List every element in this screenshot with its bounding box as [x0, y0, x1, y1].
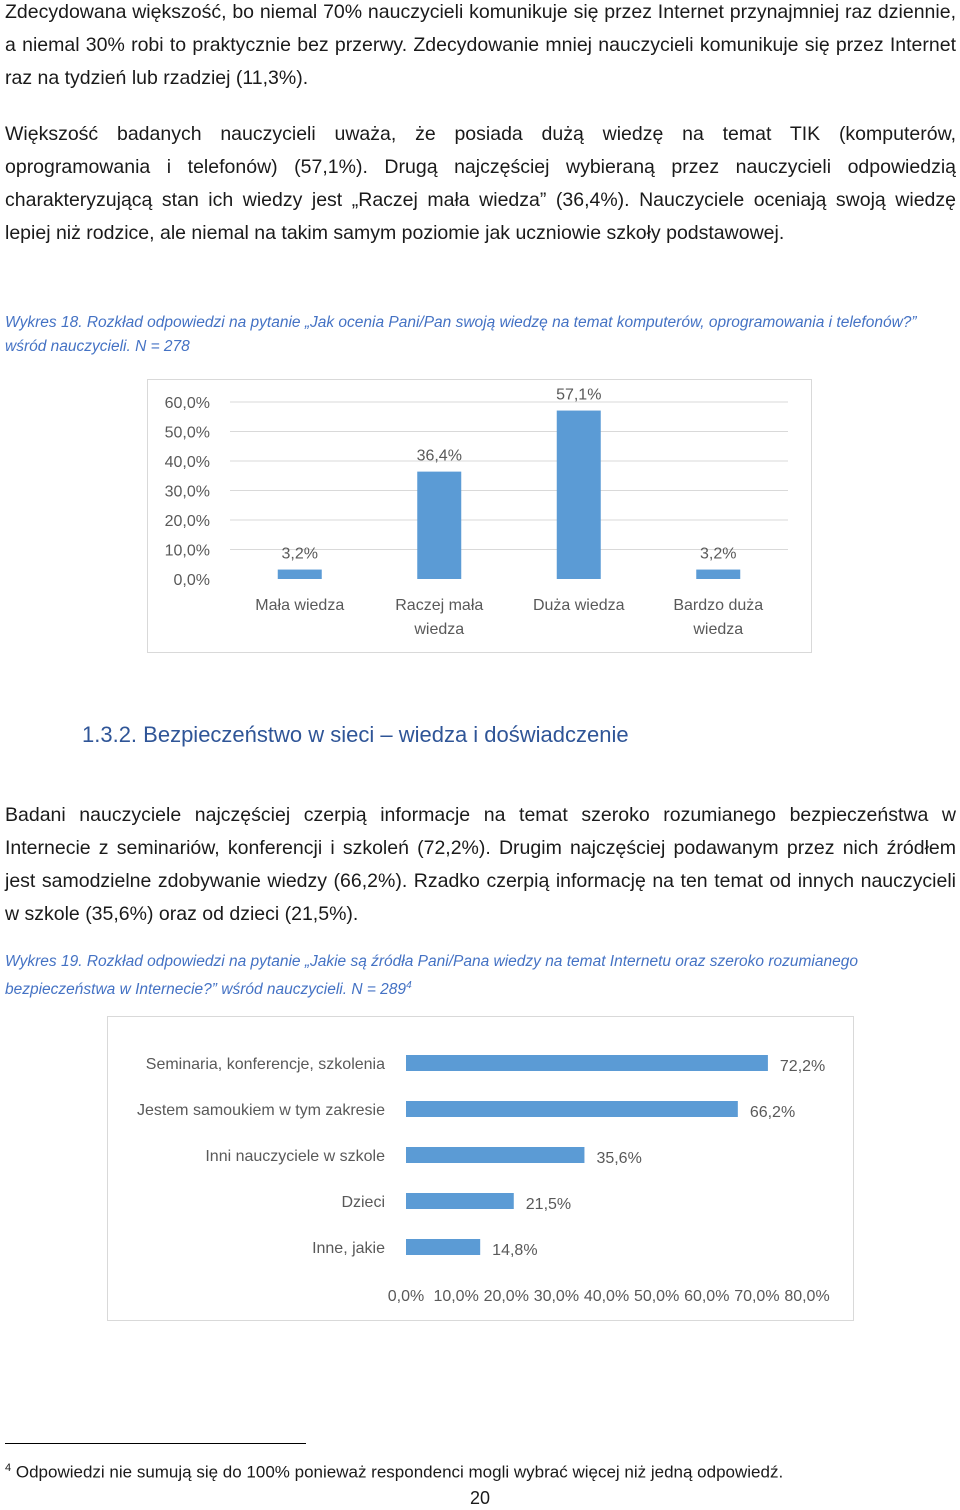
bar — [417, 472, 461, 579]
category-label: Inni nauczyciele w szkole — [205, 1148, 385, 1165]
bar — [406, 1239, 480, 1255]
footnote-marker: 4 — [5, 1462, 12, 1474]
category-label: Inne, jakie — [312, 1240, 385, 1257]
x-tick-label: 70,0% — [734, 1288, 780, 1305]
data-label: 72,2% — [779, 1058, 826, 1075]
footnote-text: Odpowiedzi nie sumują się do 100% ponieważ respondenci mogli wybrać więcej niż jedną odpowiedź. — [15, 1462, 784, 1482]
category-label: Bardzo duża — [673, 597, 764, 614]
x-tick-label: 50,0% — [633, 1288, 680, 1305]
data-label: 3,2% — [700, 545, 737, 563]
x-tick-label: 20,0% — [483, 1288, 529, 1305]
bar — [406, 1055, 768, 1071]
x-tick-label: 10,0% — [433, 1288, 479, 1305]
chart18-caption: Wykres 18. Rozkład odpowiedzi na pytanie „Jak ocenia Pani/Pan swoją wiedzę na temat komputerów, oprogramowania i telefonów?” wśród nauczycieli. N = 278 — [5, 314, 917, 355]
chart19-container — [107, 1016, 854, 1321]
y-tick-label: 30,0% — [164, 483, 210, 501]
chart19-caption — [5, 950, 956, 1002]
category-label: Raczej mała — [395, 597, 484, 614]
category-label: Dzieci — [341, 1194, 385, 1211]
x-tick-label: 80,0% — [784, 1288, 830, 1305]
x-tick-label: 30,0% — [533, 1288, 580, 1305]
bar — [278, 570, 322, 579]
chart18-container — [147, 379, 812, 653]
x-tick-label: 40,0% — [583, 1288, 630, 1305]
category-label: wiedza — [693, 621, 744, 638]
chart18-svg — [148, 380, 811, 652]
intro-paragraph: Zdecydowana większość, bo niemal 70% nauczycieli komunikuje się przez Internet przynajmniej raz dziennie, a niemal 30% robi to praktycznie bez przerwy. Zdecydowanie mniej nauczycieli komunikuje się przez Internet raz na tydzień lub rzadziej (11,3%). — [5, 1, 956, 89]
y-tick-label: 0,0% — [173, 572, 210, 589]
category-label: Mała wiedza — [255, 597, 345, 614]
y-tick-label: 10,0% — [164, 542, 210, 560]
footnote-ref: 4 — [406, 980, 412, 991]
section-heading: 1.3.2. Bezpieczeństwo w sieci – wiedza i doświadczenie — [82, 722, 629, 747]
category-label: Duża wiedza — [532, 597, 625, 614]
y-tick-label: 60,0% — [164, 395, 210, 412]
bar — [406, 1147, 584, 1163]
category-label: Jestem samoukiem w tym zakresie — [136, 1102, 385, 1119]
bar — [557, 411, 601, 579]
chart19-caption-text: Wykres 19. Rozkład odpowiedzi na pytanie „Jakie są źródła Pani/Pana wiedzy na temat Internetu oraz szeroko rozumianego bezpieczeństwa w Internecie?” wśród nauczycieli. N = 289 — [5, 953, 858, 999]
knowledge-paragraph: Większość badanych nauczycieli uważa, że posiada dużą wiedzę na temat TIK (komputerów, oprogramowania i telefonów) (57,1%). Drugą najczęściej wybieraną przez nauczycieli odpowiedzią charakteryzującą stan ich wiedzy jest „Raczej mała wiedza” (36,4%). Nauczyciele oceniają swoją wiedzę lepiej niż rodzice, ale niemal na takim samym poziomie jak uczniowie szkoły podstawowej. — [5, 123, 956, 244]
x-tick-label: 60,0% — [684, 1288, 730, 1305]
sources-paragraph: Badani nauczyciele najczęściej czerpią informacje na temat szeroko rozumianego bezpieczeństwa w Internecie z seminariów, konferencji i szkoleń (72,2%). Drugim najczęściej podawanym przez nich źródłem jest samodzielne zdobywanie wiedzy (66,2%). Rzadko czerpią informację na ten temat od innych nauczycieli w szkole (35,6%) oraz od dzieci (21,5%). — [5, 804, 956, 925]
data-label: 3,2% — [281, 545, 318, 563]
data-label: 35,6% — [596, 1150, 642, 1167]
data-label: 57,1% — [556, 386, 602, 404]
chart19-svg — [108, 1017, 853, 1320]
footnote — [5, 1456, 783, 1485]
data-label: 66,2% — [749, 1104, 796, 1121]
data-label: 36,4% — [416, 447, 462, 465]
category-label: Seminaria, konferencje, szkolenia — [145, 1056, 385, 1073]
bar — [406, 1193, 514, 1209]
bar — [696, 570, 740, 579]
x-tick-label: 0,0% — [387, 1288, 425, 1305]
page-number: 20 — [469, 1488, 491, 1508]
y-tick-label: 50,0% — [164, 424, 210, 442]
data-label: 21,5% — [525, 1196, 572, 1213]
y-tick-label: 20,0% — [164, 513, 210, 530]
bar — [406, 1101, 738, 1117]
category-label: wiedza — [414, 621, 465, 638]
data-label: 14,8% — [492, 1242, 538, 1259]
footnote-divider — [5, 1443, 306, 1444]
y-tick-label: 40,0% — [164, 454, 210, 471]
